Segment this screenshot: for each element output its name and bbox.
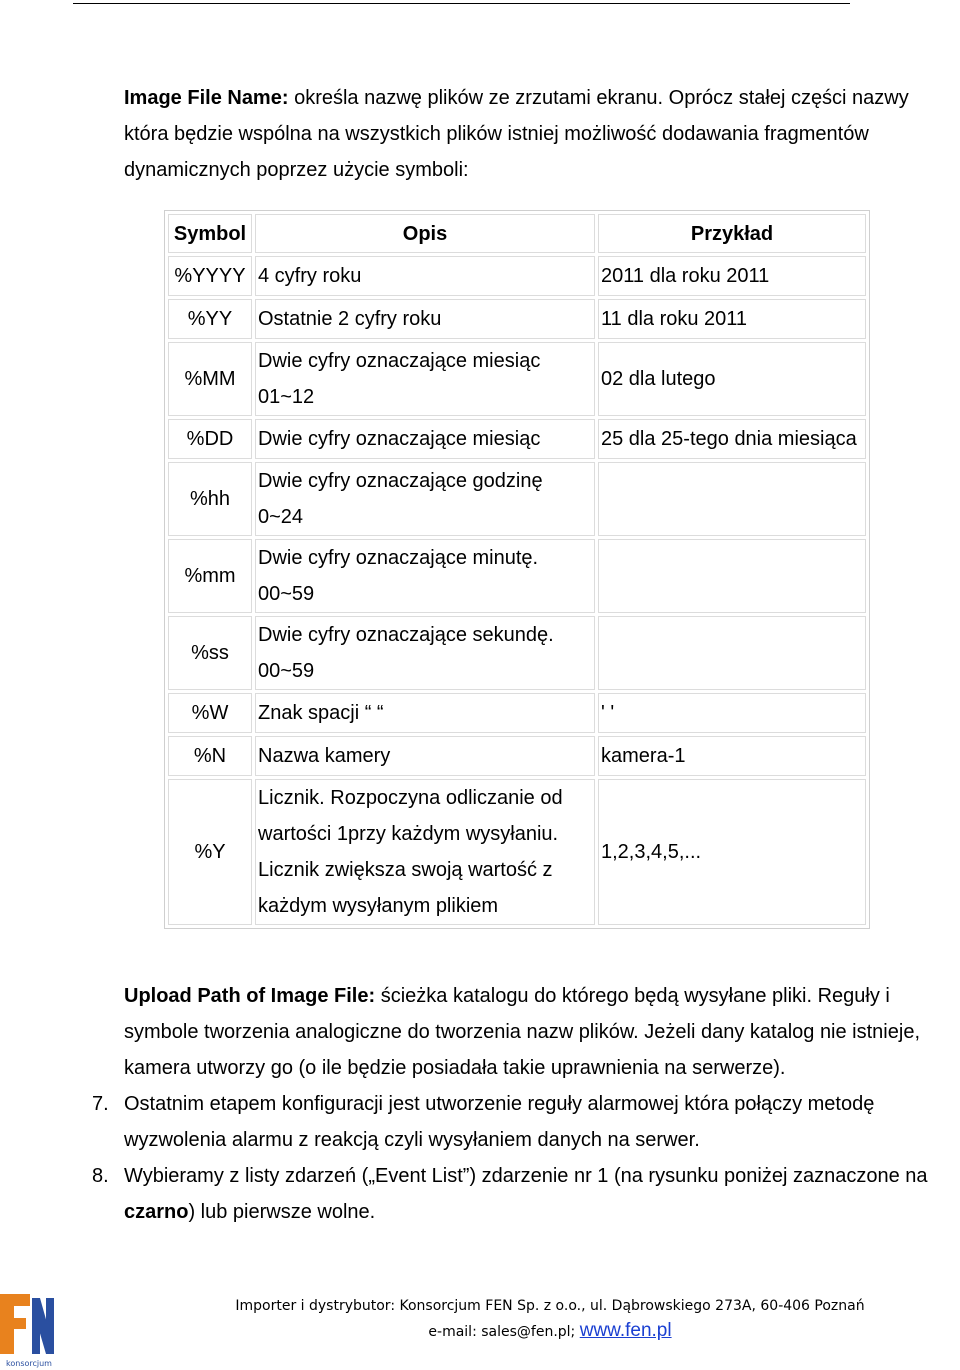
header-opis: Opis [255, 214, 595, 253]
cell-opis: Nazwa kamery [255, 736, 595, 776]
cell-opis [255, 539, 595, 613]
cell-opis [255, 462, 595, 536]
table-row [168, 693, 866, 733]
cell-symbol: %YY [168, 299, 252, 339]
cell-przyklad [598, 539, 866, 613]
list-line: Ostatnim etapem konfiguracji jest utworzenie reguły alarmowej która połączy metodę [124, 1093, 875, 1115]
cell-opis-line: Dwie cyfry oznaczające miesiąc [258, 350, 541, 372]
table-row [168, 462, 866, 536]
cell-przyklad: 25 dla 25-tego dnia miesiąca [598, 419, 866, 459]
footer-address: Importer i dystrybutor: Konsorcjum FEN Sp. z o.o., ul. Dąbrowskiego 273A, 60-406 Poznań [235, 1298, 865, 1314]
cell-opis-line: Licznik zwiększa swoją wartość z [258, 859, 553, 881]
bold-word: czarno [124, 1201, 189, 1223]
upload-text: ścieżka katalogu do którego będą wysyłane pliki. Reguły i symbole tworzenia analogiczne do tworzenia nazw plików. Jeżeli dany katalog nie istnieje, kamera utworzy go (o ile będzie posiadała takie uprawnienia na serwerze). [124, 985, 920, 1079]
header-przyklad: Przykład [598, 214, 866, 253]
cell-opis: Znak spacji “ “ [255, 693, 595, 733]
cell-opis-range: 01~12 [258, 386, 315, 408]
table-row [168, 736, 866, 776]
table-header-row [168, 214, 866, 253]
list-text [124, 1086, 960, 1158]
table-row [168, 779, 866, 925]
intro-paragraph [124, 80, 954, 188]
upload-label: Upload Path of Image File: [124, 985, 376, 1007]
table-row [168, 419, 866, 459]
intro-text: określa nazwę plików ze zrzutami ekranu. Oprócz stałej części nazwy która będzie wspólna na wszystkich plików istniej możliwość dodawania fragmentów dynamicznych poprzez użycie symboli: [124, 87, 909, 181]
cell-przyklad: kamera-1 [598, 736, 866, 776]
logo-subtitle: konsorcjum [6, 1359, 52, 1368]
table-row [168, 299, 866, 339]
cell-przyklad: 02 dla lutego [598, 342, 866, 416]
cell-opis [255, 779, 595, 925]
cell-opis-line: Dwie cyfry oznaczające sekundę. [258, 624, 554, 646]
cell-symbol: %YYYY [168, 256, 252, 296]
list-number: 8. [92, 1165, 109, 1187]
cell-opis-line: każdym wysyłanym plikiem [258, 895, 499, 917]
cell-przyklad: ' ' [598, 693, 866, 733]
cell-symbol: %ss [168, 616, 252, 690]
header-symbol: Symbol [168, 214, 252, 253]
cell-opis-range: 00~59 [258, 583, 315, 605]
footer-email: e-mail: sales@fen.pl; [428, 1324, 576, 1340]
website-link[interactable]: www.fen.pl [579, 1320, 672, 1341]
cell-symbol: %Y [168, 779, 252, 925]
list-text [124, 1158, 960, 1230]
cell-opis-line: wartości 1przy każdym wysyłaniu. [258, 823, 559, 845]
cell-symbol: %MM [168, 342, 252, 416]
table-row [168, 539, 866, 613]
cell-opis-range: 00~59 [258, 660, 315, 682]
fen-logo [0, 1288, 60, 1370]
cell-symbol: %mm [168, 539, 252, 613]
list-line-rest: ) lub pierwsze wolne. [188, 1201, 376, 1223]
cell-opis [255, 342, 595, 416]
cell-przyklad [598, 616, 866, 690]
list-line: Wybieramy z listy zdarzeń („Event List”) zdarzenie nr 1 (na rysunku poniżej zaznaczone na [124, 1165, 928, 1187]
cell-opis-range: 0~24 [258, 506, 304, 528]
cell-opis: 4 cyfry roku [255, 256, 595, 296]
cell-opis-line: Dwie cyfry oznaczające minutę. [258, 547, 539, 569]
cell-przyklad: 2011 dla roku 2011 [598, 256, 866, 296]
list-number: 7. [92, 1093, 109, 1115]
upload-paragraph [124, 978, 960, 1086]
cell-przyklad: 1,2,3,4,5,... [598, 779, 866, 925]
table-row [168, 616, 866, 690]
intro-label: Image File Name: [124, 87, 289, 109]
footer-contact [200, 1320, 900, 1342]
cell-opis: Ostatnie 2 cyfry roku [255, 299, 595, 339]
cell-symbol: %N [168, 736, 252, 776]
list-line: wyzwolenia alarmu z reakcją czyli wysyłaniem danych na serwer. [124, 1129, 700, 1151]
top-rule [73, 3, 850, 4]
table-row [168, 342, 866, 416]
cell-przyklad [598, 462, 866, 536]
symbol-table [164, 210, 870, 929]
cell-opis: Dwie cyfry oznaczające miesiąc [255, 419, 595, 459]
table-row [168, 256, 866, 296]
cell-opis-line: Licznik. Rozpoczyna odliczanie od [258, 787, 563, 809]
cell-opis-line: Dwie cyfry oznaczające godzinę [258, 470, 543, 492]
cell-symbol: %hh [168, 462, 252, 536]
cell-symbol: %DD [168, 419, 252, 459]
cell-opis [255, 616, 595, 690]
cell-symbol: %W [168, 693, 252, 733]
cell-przyklad: 11 dla roku 2011 [598, 299, 866, 339]
